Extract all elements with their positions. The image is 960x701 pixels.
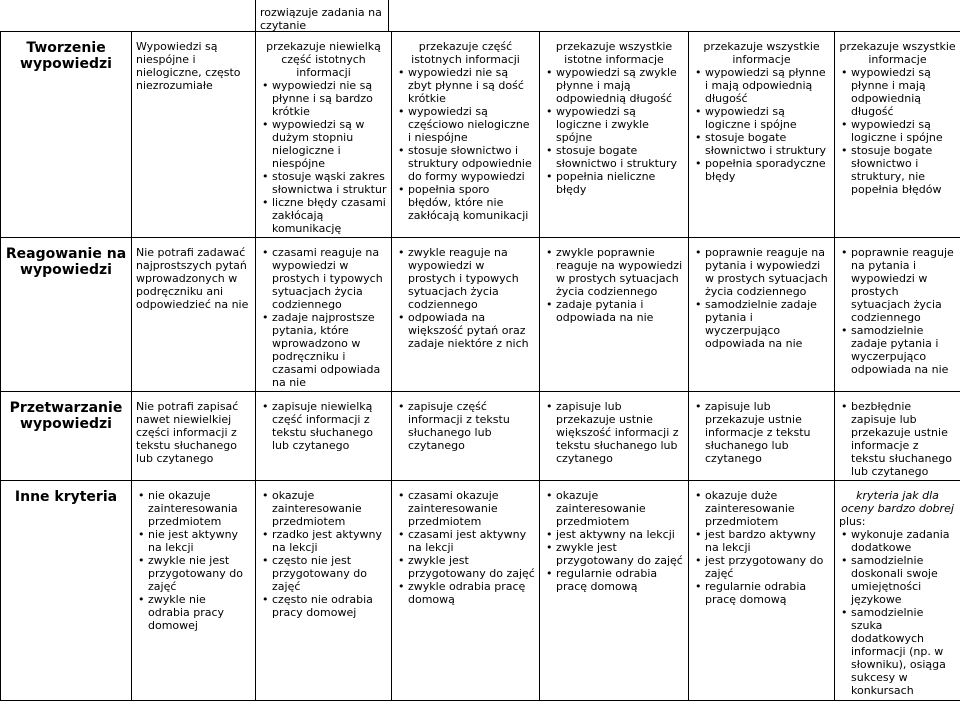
list-item: • wypowiedzi są płynne i mają odpowiednią długość xyxy=(839,66,956,118)
cell-intro: przekazuje wszystkie informacje xyxy=(839,40,956,66)
grading-criteria-table xyxy=(0,31,960,701)
grade-cell xyxy=(689,481,835,701)
table-row xyxy=(1,481,960,701)
bullet-list xyxy=(693,400,830,465)
grade-cell xyxy=(540,32,689,238)
bullet-list xyxy=(260,246,387,389)
list-item: • rzadko jest aktywny na lekcji xyxy=(260,528,387,554)
list-item: • regularnie odrabia pracę domową xyxy=(544,567,684,593)
list-item: • stosuje bogate słownictwo i struktury, nie popełnia błędów xyxy=(839,144,956,196)
list-item: • popełnia sporadyczne błędy xyxy=(693,157,830,183)
list-item: • samodzielnie doskonali swoje umiejętności językowe xyxy=(839,554,956,606)
list-item: • wypowiedzi są częściowo nielogiczne i niespójne xyxy=(396,105,535,144)
list-item: • zapisuje niewielką część informacji z tekstu słuchanego lub czytanego xyxy=(260,400,387,452)
grade-cell xyxy=(835,481,960,701)
bullet-list xyxy=(544,246,684,324)
list-item: • czasami reaguje na wypowiedzi w prostych i typowych sytuacjach życia codziennego xyxy=(260,246,387,311)
list-item: • poprawnie reaguje na pytania i wypowiedzi w prostych sytuacjach życia codziennego xyxy=(693,246,830,298)
list-item: • czasami jest aktywny na lekcji xyxy=(396,528,535,554)
list-item: • stosuje bogate słownictwo i struktury xyxy=(544,144,684,170)
bullet-list xyxy=(693,246,830,350)
list-item: • poprawnie reaguje na pytania i wypowiedzi w prostych sytuacjach życia codziennego xyxy=(839,246,956,324)
table-row xyxy=(1,392,960,481)
table-row xyxy=(1,32,960,238)
list-item: • zwykle jest przygotowany do zajęć xyxy=(544,541,684,567)
list-item: • okazuje zainteresowanie przedmiotem xyxy=(260,489,387,528)
bullet-list xyxy=(396,66,535,222)
list-item: • liczne błędy czasami zakłócają komunikację xyxy=(260,196,387,235)
list-item: • wypowiedzi są zwykle płynne i mają odpowiednią długość xyxy=(544,66,684,105)
grade-cell xyxy=(540,238,689,392)
list-item: • wykonuje zadania dodatkowe xyxy=(839,528,956,554)
bullet-list xyxy=(544,400,684,465)
list-item: • wypowiedzi nie są płynne i są bardzo krótkie xyxy=(260,79,387,118)
list-item: • wypowiedzi są płynne i mają odpowiednią długość xyxy=(693,66,830,105)
criterion-label: Inne kryteria xyxy=(1,481,132,701)
list-item: • bezbłędnie zapisuje lub przekazuje ustnie informacje z tekstu słuchanego lub czytanego xyxy=(839,400,956,478)
list-item: • jest bardzo aktywny na lekcji xyxy=(693,528,830,554)
grade-cell xyxy=(256,481,392,701)
bullet-list xyxy=(396,400,535,452)
list-item: • stosuje wąski zakres słownictwa i struktur xyxy=(260,170,387,196)
list-item: • jest przygotowany do zajęć xyxy=(693,554,830,580)
bullet-list xyxy=(839,246,956,376)
list-item: • zapisuje lub przekazuje ustnie większość informacji z tekstu słuchanego lub czytanego xyxy=(544,400,684,465)
list-item: • nie jest aktywny na lekcji xyxy=(136,528,251,554)
bullet-list xyxy=(544,489,684,593)
grade-cell xyxy=(132,481,256,701)
list-item: • stosuje słownictwo i struktury odpowiednie do formy wypowiedzi xyxy=(396,144,535,183)
grade-cell: Wypowiedzi są niespójne i nielogiczne, często niezrozumiałe xyxy=(132,32,256,238)
bullet-list xyxy=(839,528,956,697)
list-item: • zadaje pytania i odpowiada na nie xyxy=(544,298,684,324)
bullet-list xyxy=(260,400,387,452)
grade-cell xyxy=(392,392,540,481)
bullet-list xyxy=(839,66,956,196)
bullet-list xyxy=(260,489,387,619)
list-item: • zwykle reaguje na wypowiedzi w prostych i typowych sytuacjach życia codziennego xyxy=(396,246,535,311)
list-item: • zwykle nie jest przygotowany do zajęć xyxy=(136,554,251,593)
cell-intro: przekazuje niewielką część istotnych informacji xyxy=(260,40,387,79)
list-item: • popełnia sporo błędów, które nie zakłócają komunikacji xyxy=(396,183,535,222)
list-item: • zapisuje część informacji z tekstu słuchanego lub czytanego xyxy=(396,400,535,452)
cell-intro: przekazuje wszystkie istotne informacje xyxy=(544,40,684,66)
cell-intro: przekazuje wszystkie informacje xyxy=(693,40,830,66)
cell-plus: plus: xyxy=(839,515,956,528)
list-item: • wypowiedzi są logiczne i spójne xyxy=(839,118,956,144)
list-item: • wypowiedzi nie są zbyt płynne i są dość krótkie xyxy=(396,66,535,105)
criterion-label: Tworzenie wypowiedzi xyxy=(1,32,132,238)
grade-cell xyxy=(392,238,540,392)
list-item: • wypowiedzi są w dużym stopniu nielogiczne i niespójne xyxy=(260,118,387,170)
grade-cell: Nie potrafi zadawać najprostszych pytań wprowadzonych w podręczniku ani odpowiedzieć na nie xyxy=(132,238,256,392)
grade-cell xyxy=(540,481,689,701)
list-item: • zwykle nie odrabia pracy domowej xyxy=(136,593,251,632)
grade-cell xyxy=(689,392,835,481)
criterion-label: Reagowanie na wypowiedzi xyxy=(1,238,132,392)
bullet-list xyxy=(693,66,830,183)
cell-intro: przekazuje część istotnych informacji xyxy=(396,40,535,66)
bullet-list xyxy=(396,246,535,350)
list-item: • często nie jest przygotowany do zajęć xyxy=(260,554,387,593)
criterion-label: Przetwarzanie wypowiedzi xyxy=(1,392,132,481)
list-item: • samodzielnie zadaje pytania i wyczerpująco odpowiada na nie xyxy=(693,298,830,350)
grade-cell xyxy=(256,32,392,238)
table-row xyxy=(1,238,960,392)
list-item: • czasami okazuje zainteresowanie przedmiotem xyxy=(396,489,535,528)
list-item: • samodzielnie szuka dodatkowych informacji (np. w słowniku), osiąga sukcesy w konkursach xyxy=(839,606,956,697)
grade-cell xyxy=(835,238,960,392)
list-item: • zapisuje lub przekazuje ustnie informacje z tekstu słuchanego lub czytanego xyxy=(693,400,830,465)
list-item: • okazuje zainteresowanie przedmiotem xyxy=(544,489,684,528)
list-item: • zwykle poprawnie reaguje na wypowiedzi w prostych sytuacjach życia codziennego xyxy=(544,246,684,298)
list-item: • wypowiedzi są logiczne i spójne xyxy=(693,105,830,131)
list-item: • zwykle odrabia pracę domową xyxy=(396,580,535,606)
list-item: • zadaje najprostsze pytania, które wprowadzono w podręczniku i czasami odpowiada na nie xyxy=(260,311,387,389)
grade-cell xyxy=(689,238,835,392)
grade-cell xyxy=(540,392,689,481)
list-item: • wypowiedzi są logiczne i zwykle spójne xyxy=(544,105,684,144)
grade-cell xyxy=(689,32,835,238)
list-item: • zwykle jest przygotowany do zajęć xyxy=(396,554,535,580)
grade-cell xyxy=(392,32,540,238)
list-item: • okazuje duże zainteresowanie przedmiotem xyxy=(693,489,830,528)
grade-cell: Nie potrafi zapisać nawet niewielkiej części informacji z tekstu słuchanego lub czytanego xyxy=(132,392,256,481)
bullet-list xyxy=(693,489,830,606)
list-item: • popełnia nieliczne błędy xyxy=(544,170,684,196)
list-item: • odpowiada na większość pytań oraz zadaje niektóre z nich xyxy=(396,311,535,350)
grade-cell xyxy=(256,392,392,481)
top-note: rozwiązuje zadania na czytanie xyxy=(255,0,389,31)
list-item: • nie okazuje zainteresowania przedmiotem xyxy=(136,489,251,528)
grade-cell xyxy=(256,238,392,392)
bullet-list xyxy=(839,400,956,478)
list-item: • samodzielnie zadaje pytania i wyczerpująco odpowiada na nie xyxy=(839,324,956,376)
grade-cell xyxy=(392,481,540,701)
bullet-list xyxy=(396,489,535,606)
bullet-list xyxy=(136,489,251,632)
bullet-list xyxy=(544,66,684,196)
list-item: • często nie odrabia pracy domowej xyxy=(260,593,387,619)
list-item: • stosuje bogate słownictwo i struktury xyxy=(693,131,830,157)
cell-note: kryteria jak dla oceny bardzo dobrej xyxy=(839,489,956,515)
grade-cell xyxy=(835,32,960,238)
list-item: • jest aktywny na lekcji xyxy=(544,528,684,541)
bullet-list xyxy=(260,79,387,235)
list-item: • regularnie odrabia pracę domową xyxy=(693,580,830,606)
grade-cell xyxy=(835,392,960,481)
